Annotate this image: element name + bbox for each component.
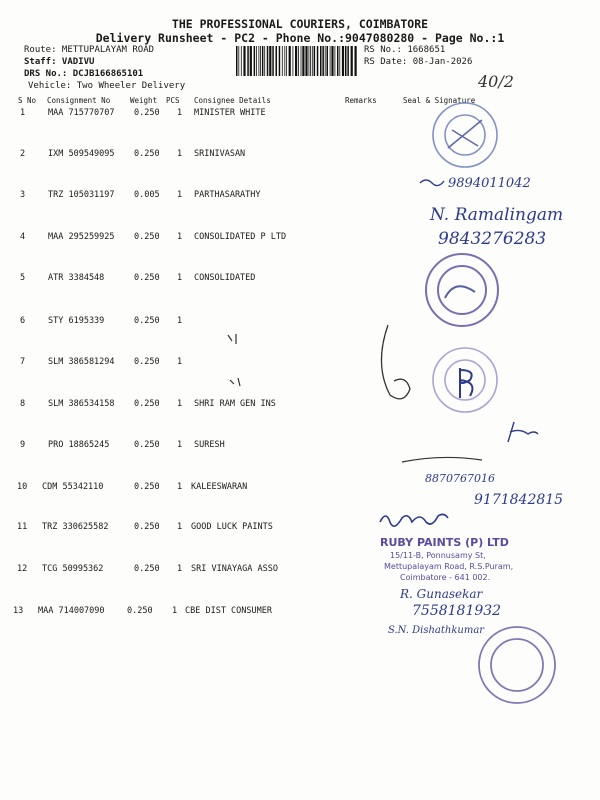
barcode-bar <box>345 46 347 76</box>
barcode-bar <box>247 46 249 76</box>
barcode-bar <box>264 46 265 76</box>
signature-row9 <box>508 422 538 442</box>
signature-row2 <box>420 180 444 186</box>
cell-pcs: 1 <box>177 273 183 283</box>
cell-sno: 3 <box>20 190 26 200</box>
cell-weight: 0.250 <box>134 273 160 283</box>
company-title: THE PROFESSIONAL COURIERS, COIMBATORE <box>171 17 429 31</box>
cell-consignment: MAA 715770707 <box>48 108 115 118</box>
barcode-bar <box>250 46 252 76</box>
cell-weight: 0.250 <box>134 108 160 118</box>
cell-weight: 0.250 <box>134 440 160 450</box>
barcode-bar <box>342 46 344 76</box>
cell-consignment: TRZ 330625582 <box>42 522 109 532</box>
table-row <box>0 316 600 336</box>
cell-consignee: SRINIVASAN <box>194 149 246 159</box>
staff: Staff: VADIVU <box>24 57 95 67</box>
barcode-bar <box>302 46 304 76</box>
cell-weight: 0.250 <box>134 564 160 574</box>
barcode-bar <box>286 46 287 76</box>
table-row <box>0 482 600 502</box>
barcode-bar <box>272 46 274 76</box>
cell-sno: 2 <box>20 149 26 159</box>
cell-pcs: 1 <box>177 108 183 118</box>
cell-consignee: SURESH <box>194 440 225 450</box>
barcode-bar <box>241 46 242 76</box>
cell-consignment: MAA 714007090 <box>38 606 105 616</box>
name-row13: S.N. Dishathkumar <box>388 625 485 636</box>
cell-sno: 8 <box>20 399 26 409</box>
cell-sno: 11 <box>17 522 28 532</box>
page-note: 40/2 <box>478 72 514 91</box>
cell-weight: 0.250 <box>134 357 160 367</box>
cell-sno: 5 <box>20 273 26 283</box>
cell-consignment: SLM 386581294 <box>48 357 115 367</box>
cell-consignee: PARTHASARATHY <box>194 190 261 200</box>
cell-weight: 0.250 <box>134 149 160 159</box>
barcode-bar <box>262 46 264 76</box>
vehicle: Vehicle: Two Wheeler Delivery <box>28 81 186 91</box>
name-row3: N. Ramalingam <box>430 205 564 225</box>
cell-pcs: 1 <box>172 606 178 616</box>
phone-row2: 9894011042 <box>448 176 531 191</box>
ruby-stamp-line3: Mettupalayam Road, R.S.Puram, <box>384 562 514 571</box>
barcode-bar <box>276 46 278 76</box>
barcode-bar <box>298 46 299 76</box>
cell-pcs: 1 <box>177 190 183 200</box>
cell-consignee: MINISTER WHITE <box>194 108 266 118</box>
barcode-bar <box>327 46 329 76</box>
barcode-bar <box>284 46 285 76</box>
cell-weight: 0.250 <box>134 399 160 409</box>
cell-consignee: KALEESWARAN <box>191 482 248 492</box>
col-sno: S No <box>18 96 37 105</box>
cell-consignment: ATR 3384548 <box>48 273 105 283</box>
cell-consignee: GOOD LUCK PAINTS <box>191 522 273 532</box>
ruby-stamp-line4: Coimbatore - 641 002. <box>400 573 491 582</box>
phone-row3: 9843276283 <box>438 229 547 249</box>
col-consignee: Consignee Details <box>194 96 271 105</box>
barcode-bar <box>267 46 269 76</box>
barcode-bar <box>347 46 349 76</box>
table-row <box>0 232 600 252</box>
cell-pcs: 1 <box>177 522 183 532</box>
barcode-bar <box>279 46 281 76</box>
barcode-bar <box>256 46 257 76</box>
barcode-bar <box>309 46 310 76</box>
name-row12: R. Gunasekar <box>400 587 483 601</box>
barcode-bar <box>301 46 302 76</box>
table-row <box>0 564 600 584</box>
col-seal: Seal & Signature <box>403 96 476 105</box>
cell-consignment: IXM 509549095 <box>48 149 115 159</box>
cell-pcs: 1 <box>177 357 183 367</box>
barcode-bar <box>330 46 331 76</box>
cell-consignment: TCG 50995362 <box>42 564 104 574</box>
cell-weight: 0.250 <box>134 482 160 492</box>
cell-consignee: CONSOLIDATED P LTD <box>194 232 287 242</box>
barcode-bar <box>236 46 238 76</box>
drs-number: DRS No.: DCJB166865101 <box>24 69 144 79</box>
table-row <box>0 190 600 210</box>
barcode-bar <box>322 46 324 76</box>
barcode-bar <box>339 46 340 76</box>
cell-weight: 0.250 <box>134 232 160 242</box>
cell-pcs: 1 <box>177 149 183 159</box>
barcode-bar <box>351 46 353 76</box>
table-row <box>0 440 600 460</box>
barcode-bar <box>337 46 339 76</box>
barcode-bar <box>355 46 357 76</box>
route: Route: METTUPALAYAM ROAD <box>24 45 155 55</box>
phone-row10-a: 8870767016 <box>425 472 495 485</box>
cell-weight: 0.250 <box>127 606 153 616</box>
col-consignment: Consignment No <box>47 96 111 105</box>
barcode-bar <box>325 46 326 76</box>
cell-pcs: 1 <box>177 564 183 574</box>
cell-pcs: 1 <box>177 399 183 409</box>
barcode-bar <box>310 46 311 76</box>
barcode-bar <box>295 46 297 76</box>
barcode-bar <box>314 46 316 76</box>
table-row <box>0 399 600 419</box>
cell-consignee: CBE DIST CONSUMER <box>185 606 272 616</box>
cell-sno: 1 <box>20 108 26 118</box>
cell-consignment: STY 6195339 <box>48 316 105 326</box>
table-row <box>0 108 600 128</box>
barcode-bar <box>317 46 319 76</box>
col-pcs: PCS <box>166 96 180 105</box>
cell-consignee: SRI VINAYAGA ASSO <box>191 564 278 574</box>
cell-weight: 0.250 <box>134 522 160 532</box>
cell-pcs: 1 <box>177 232 183 242</box>
cell-pcs: 1 <box>177 440 183 450</box>
cell-sno: 6 <box>20 316 26 326</box>
table-row <box>0 273 600 293</box>
cell-sno: 4 <box>20 232 26 242</box>
barcode-bar <box>320 46 322 76</box>
phone-row12: 7558181932 <box>412 603 502 619</box>
cell-consignment: MAA 295259925 <box>48 232 115 242</box>
cell-consignment: SLM 386534158 <box>48 399 115 409</box>
cell-sno: 10 <box>17 482 28 492</box>
cell-weight: 0.250 <box>134 316 160 326</box>
rs-number: RS No.: 1668651 <box>364 45 446 55</box>
runsheet-subtitle: Delivery Runsheet - PC2 - Phone No.:9047080280 - Page No.:1 <box>95 31 505 45</box>
cbe-stamp <box>479 627 555 703</box>
col-weight: Weight <box>130 96 158 105</box>
barcode-bar <box>331 46 333 76</box>
cell-weight: 0.005 <box>134 190 160 200</box>
phone-row10-b: 9171842815 <box>474 492 564 508</box>
table-row <box>0 357 600 377</box>
cell-sno: 7 <box>20 357 26 367</box>
table-row <box>0 149 600 169</box>
cell-consignment: PRO 18865245 <box>48 440 110 450</box>
cell-pcs: 1 <box>177 316 183 326</box>
barcode-bar <box>293 46 294 76</box>
barcode-bar <box>254 46 256 76</box>
barcode <box>236 46 358 76</box>
cell-consignment: CDM 55342110 <box>42 482 104 492</box>
cell-sno: 13 <box>13 606 24 616</box>
cell-consignee: SHRI RAM GEN INS <box>194 399 276 409</box>
table-row <box>0 522 600 542</box>
barcode-bar <box>269 46 271 76</box>
barcode-bar <box>289 46 291 76</box>
rs-date: RS Date: 08-Jan-2026 <box>364 57 473 67</box>
cell-consignee: CONSOLIDATED <box>194 273 256 283</box>
barcode-bar <box>259 46 260 76</box>
ruby-stamp-line2: 15/11-B, Ponnusamy St, <box>390 551 486 560</box>
barcode-bar <box>312 46 313 76</box>
mark-row7 <box>230 378 240 386</box>
barcode-bar <box>243 46 245 76</box>
barcode-bar <box>238 46 239 76</box>
barcode-bar <box>335 46 336 76</box>
barcode-bar <box>282 46 283 76</box>
cell-sno: 9 <box>20 440 26 450</box>
table-row <box>0 606 600 626</box>
col-remarks: Remarks <box>345 96 377 105</box>
ruby-stamp-line1: RUBY PAINTS (P) LTD <box>380 536 509 549</box>
cell-consignment: TRZ 105031197 <box>48 190 115 200</box>
barcode-bar <box>305 46 307 76</box>
cell-sno: 12 <box>17 564 28 574</box>
barcode-bar <box>260 46 261 76</box>
cell-pcs: 1 <box>177 482 183 492</box>
